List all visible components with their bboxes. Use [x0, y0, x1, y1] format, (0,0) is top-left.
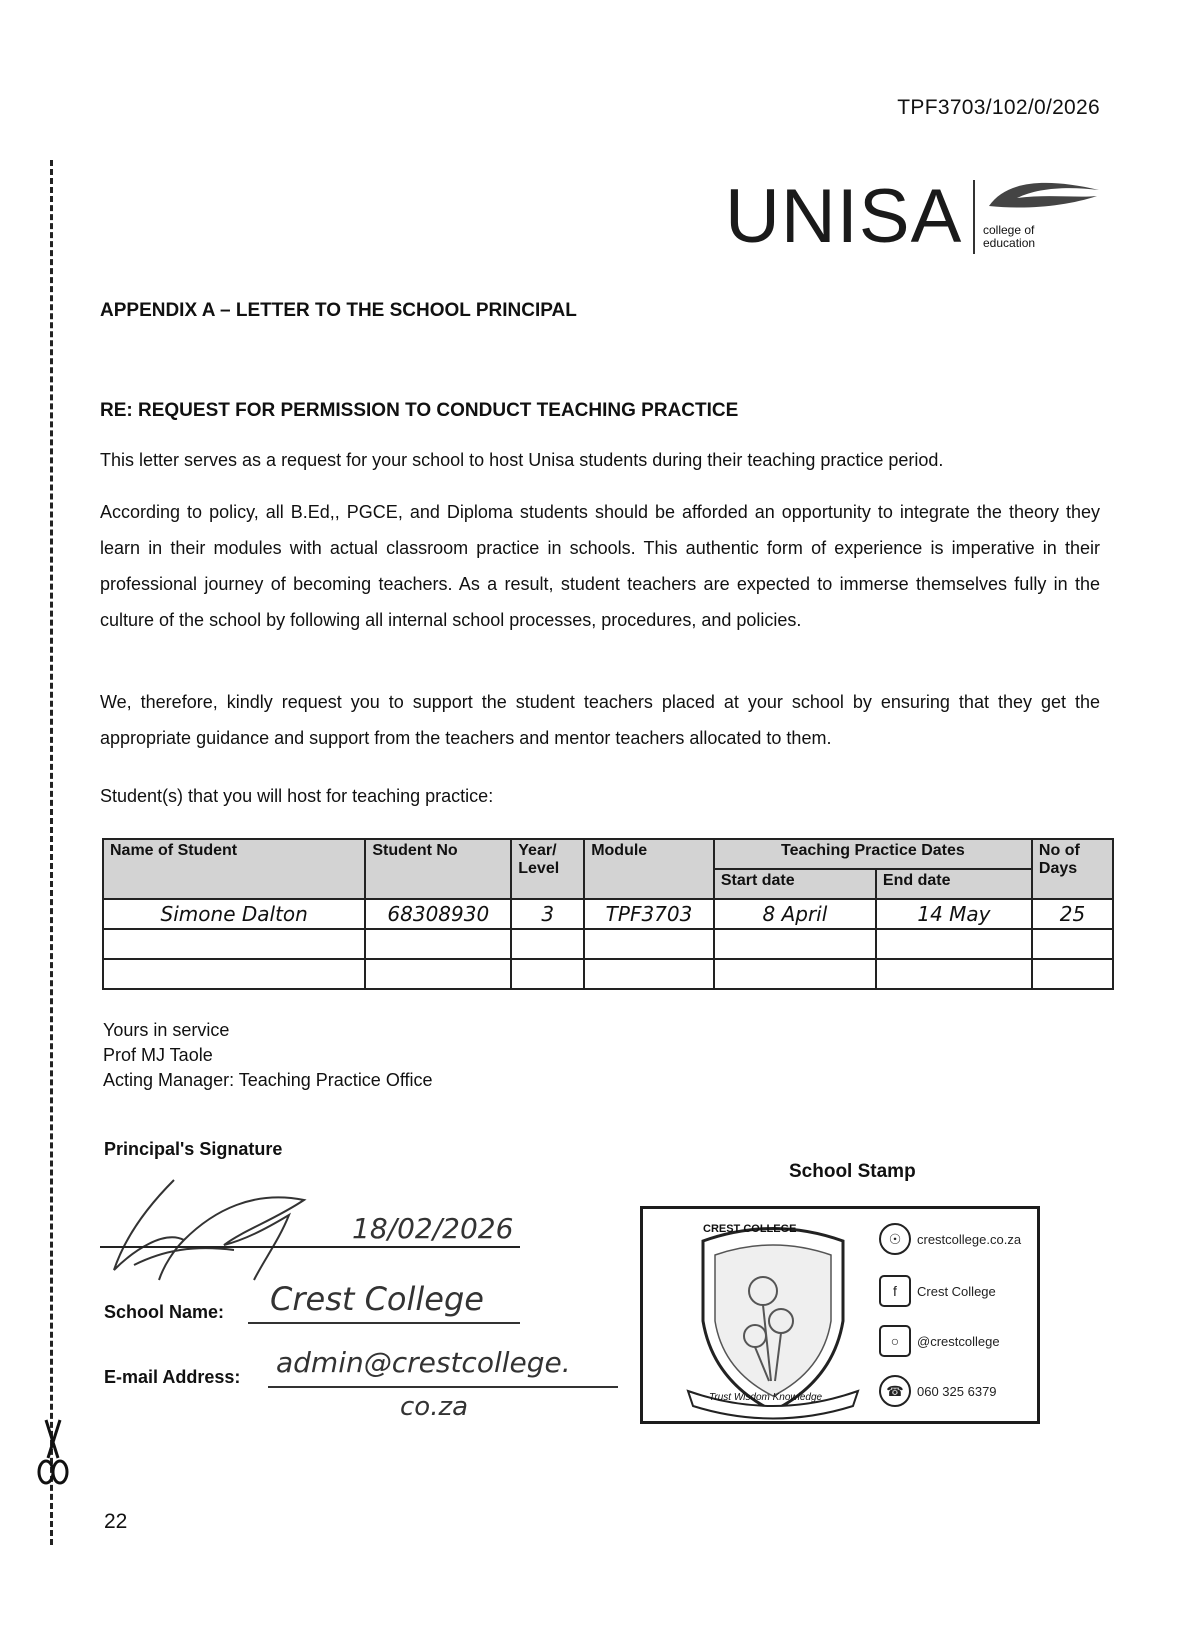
cell-name	[103, 929, 365, 959]
cell-name: Simone Dalton	[103, 899, 365, 929]
header-student-no: Student No	[365, 839, 511, 899]
email-value-line2: co.za	[400, 1392, 469, 1422]
cell-module	[584, 929, 714, 959]
students-table	[102, 838, 1114, 990]
crest-top-text: CREST COLLEGE	[703, 1223, 797, 1235]
closing-block	[103, 1018, 433, 1093]
logo-subtitle: college of education	[983, 223, 1036, 250]
header-name: Name of Student	[103, 839, 365, 899]
logo-text: UNISA	[725, 174, 963, 259]
header-start-date: Start date	[714, 869, 876, 899]
crest-banner-text: Trust Wisdom Knowledge	[709, 1392, 823, 1403]
email-value-line1: admin@crestcollege.	[276, 1346, 571, 1379]
cell-start-date	[714, 959, 876, 989]
stamp-website: crestcollege.co.za	[917, 1231, 1022, 1247]
email-label: E-mail Address:	[104, 1367, 241, 1387]
cell-year: 3	[511, 899, 584, 929]
cell-student-no	[365, 959, 511, 989]
school-name-label: School Name:	[104, 1302, 225, 1322]
instagram-icon: ○	[879, 1325, 911, 1357]
cell-student-no: 68308930	[365, 899, 511, 929]
stamp-facebook: Crest College	[917, 1283, 996, 1299]
paragraph-students: Student(s) that you will host for teaching practice:	[100, 786, 494, 806]
table-row	[103, 959, 1113, 989]
logo-swoosh-icon	[987, 176, 1101, 216]
header-end-date: End date	[876, 869, 1032, 899]
closing-salutation: Yours in service	[103, 1020, 230, 1040]
cell-days	[1032, 929, 1113, 959]
stamp-instagram-row	[879, 1325, 1000, 1357]
header-dates-group: Teaching Practice Dates	[714, 839, 1032, 869]
logo-divider	[973, 180, 975, 254]
cell-name	[103, 959, 365, 989]
table-row	[103, 929, 1113, 959]
closing-name: Prof MJ Taole	[103, 1045, 213, 1065]
paragraph-policy: According to policy, all B.Ed,, PGCE, and Diploma students should be afforded an opportunity to integrate the theory they learn in their modules with actual classroom practice in schools. This authentic form of experience is imperative in their professional journey of becoming teachers. As a result, student teachers are expected to immerse themselves fully in the culture of the school by following all internal school processes, procedures, and policies.	[100, 502, 1100, 630]
cell-end-date	[876, 929, 1032, 959]
stamp-phone-row	[879, 1375, 997, 1407]
stamp-website-row	[879, 1223, 1021, 1255]
cell-module: TPF3703	[584, 899, 714, 929]
stamp-facebook-row	[879, 1275, 996, 1307]
closing-title: Acting Manager: Teaching Practice Office	[103, 1070, 433, 1090]
cell-year	[511, 929, 584, 959]
signature-date: 18/02/2026	[352, 1212, 514, 1245]
page-number: 22	[104, 1510, 128, 1533]
cell-end-date	[876, 959, 1032, 989]
cell-student-no	[365, 929, 511, 959]
crest-emblem	[683, 1221, 863, 1421]
header-module: Module	[584, 839, 714, 899]
email-line	[268, 1386, 618, 1388]
facebook-icon: f	[879, 1275, 911, 1307]
phone-icon: ☎	[879, 1375, 911, 1407]
document-reference: TPF3703/102/0/2026	[897, 96, 1100, 119]
header-year-level: Year/ Level	[511, 839, 584, 899]
cell-days	[1032, 959, 1113, 989]
header-days: No of Days	[1032, 839, 1113, 899]
paragraph-request: We, therefore, kindly request you to support the student teachers placed at your school by ensuring that they get the appropriate guidance and support from the teachers and mentor teachers allocated to them.	[100, 692, 1100, 748]
cell-start-date	[714, 929, 876, 959]
cut-line	[50, 160, 53, 1545]
unisa-logo	[725, 172, 1105, 262]
re-line: RE: REQUEST FOR PERMISSION TO CONDUCT TEACHING PRACTICE	[100, 400, 739, 421]
stamp-phone: 060 325 6379	[917, 1383, 997, 1399]
school-name-value: Crest College	[270, 1280, 484, 1318]
cell-end-date: 14 May	[876, 899, 1032, 929]
school-stamp	[640, 1206, 1040, 1424]
handwritten-signature	[104, 1170, 324, 1290]
cell-start-date: 8 April	[714, 899, 876, 929]
table-row	[103, 899, 1113, 929]
cell-days: 25	[1032, 899, 1113, 929]
principal-signature-label: Principal's Signature	[104, 1139, 283, 1159]
scissors-icon	[36, 1418, 70, 1488]
cell-year	[511, 959, 584, 989]
globe-icon: ☉	[879, 1223, 911, 1255]
cell-module	[584, 959, 714, 989]
stamp-instagram: @crestcollege	[917, 1333, 1000, 1349]
school-stamp-label: School Stamp	[789, 1161, 916, 1182]
appendix-title: APPENDIX A – LETTER TO THE SCHOOL PRINCIPAL	[100, 300, 577, 321]
signature-line	[100, 1246, 520, 1248]
school-name-line	[248, 1322, 520, 1324]
paragraph-intro: This letter serves as a request for your school to host Unisa students during their teaching practice period.	[100, 450, 944, 470]
